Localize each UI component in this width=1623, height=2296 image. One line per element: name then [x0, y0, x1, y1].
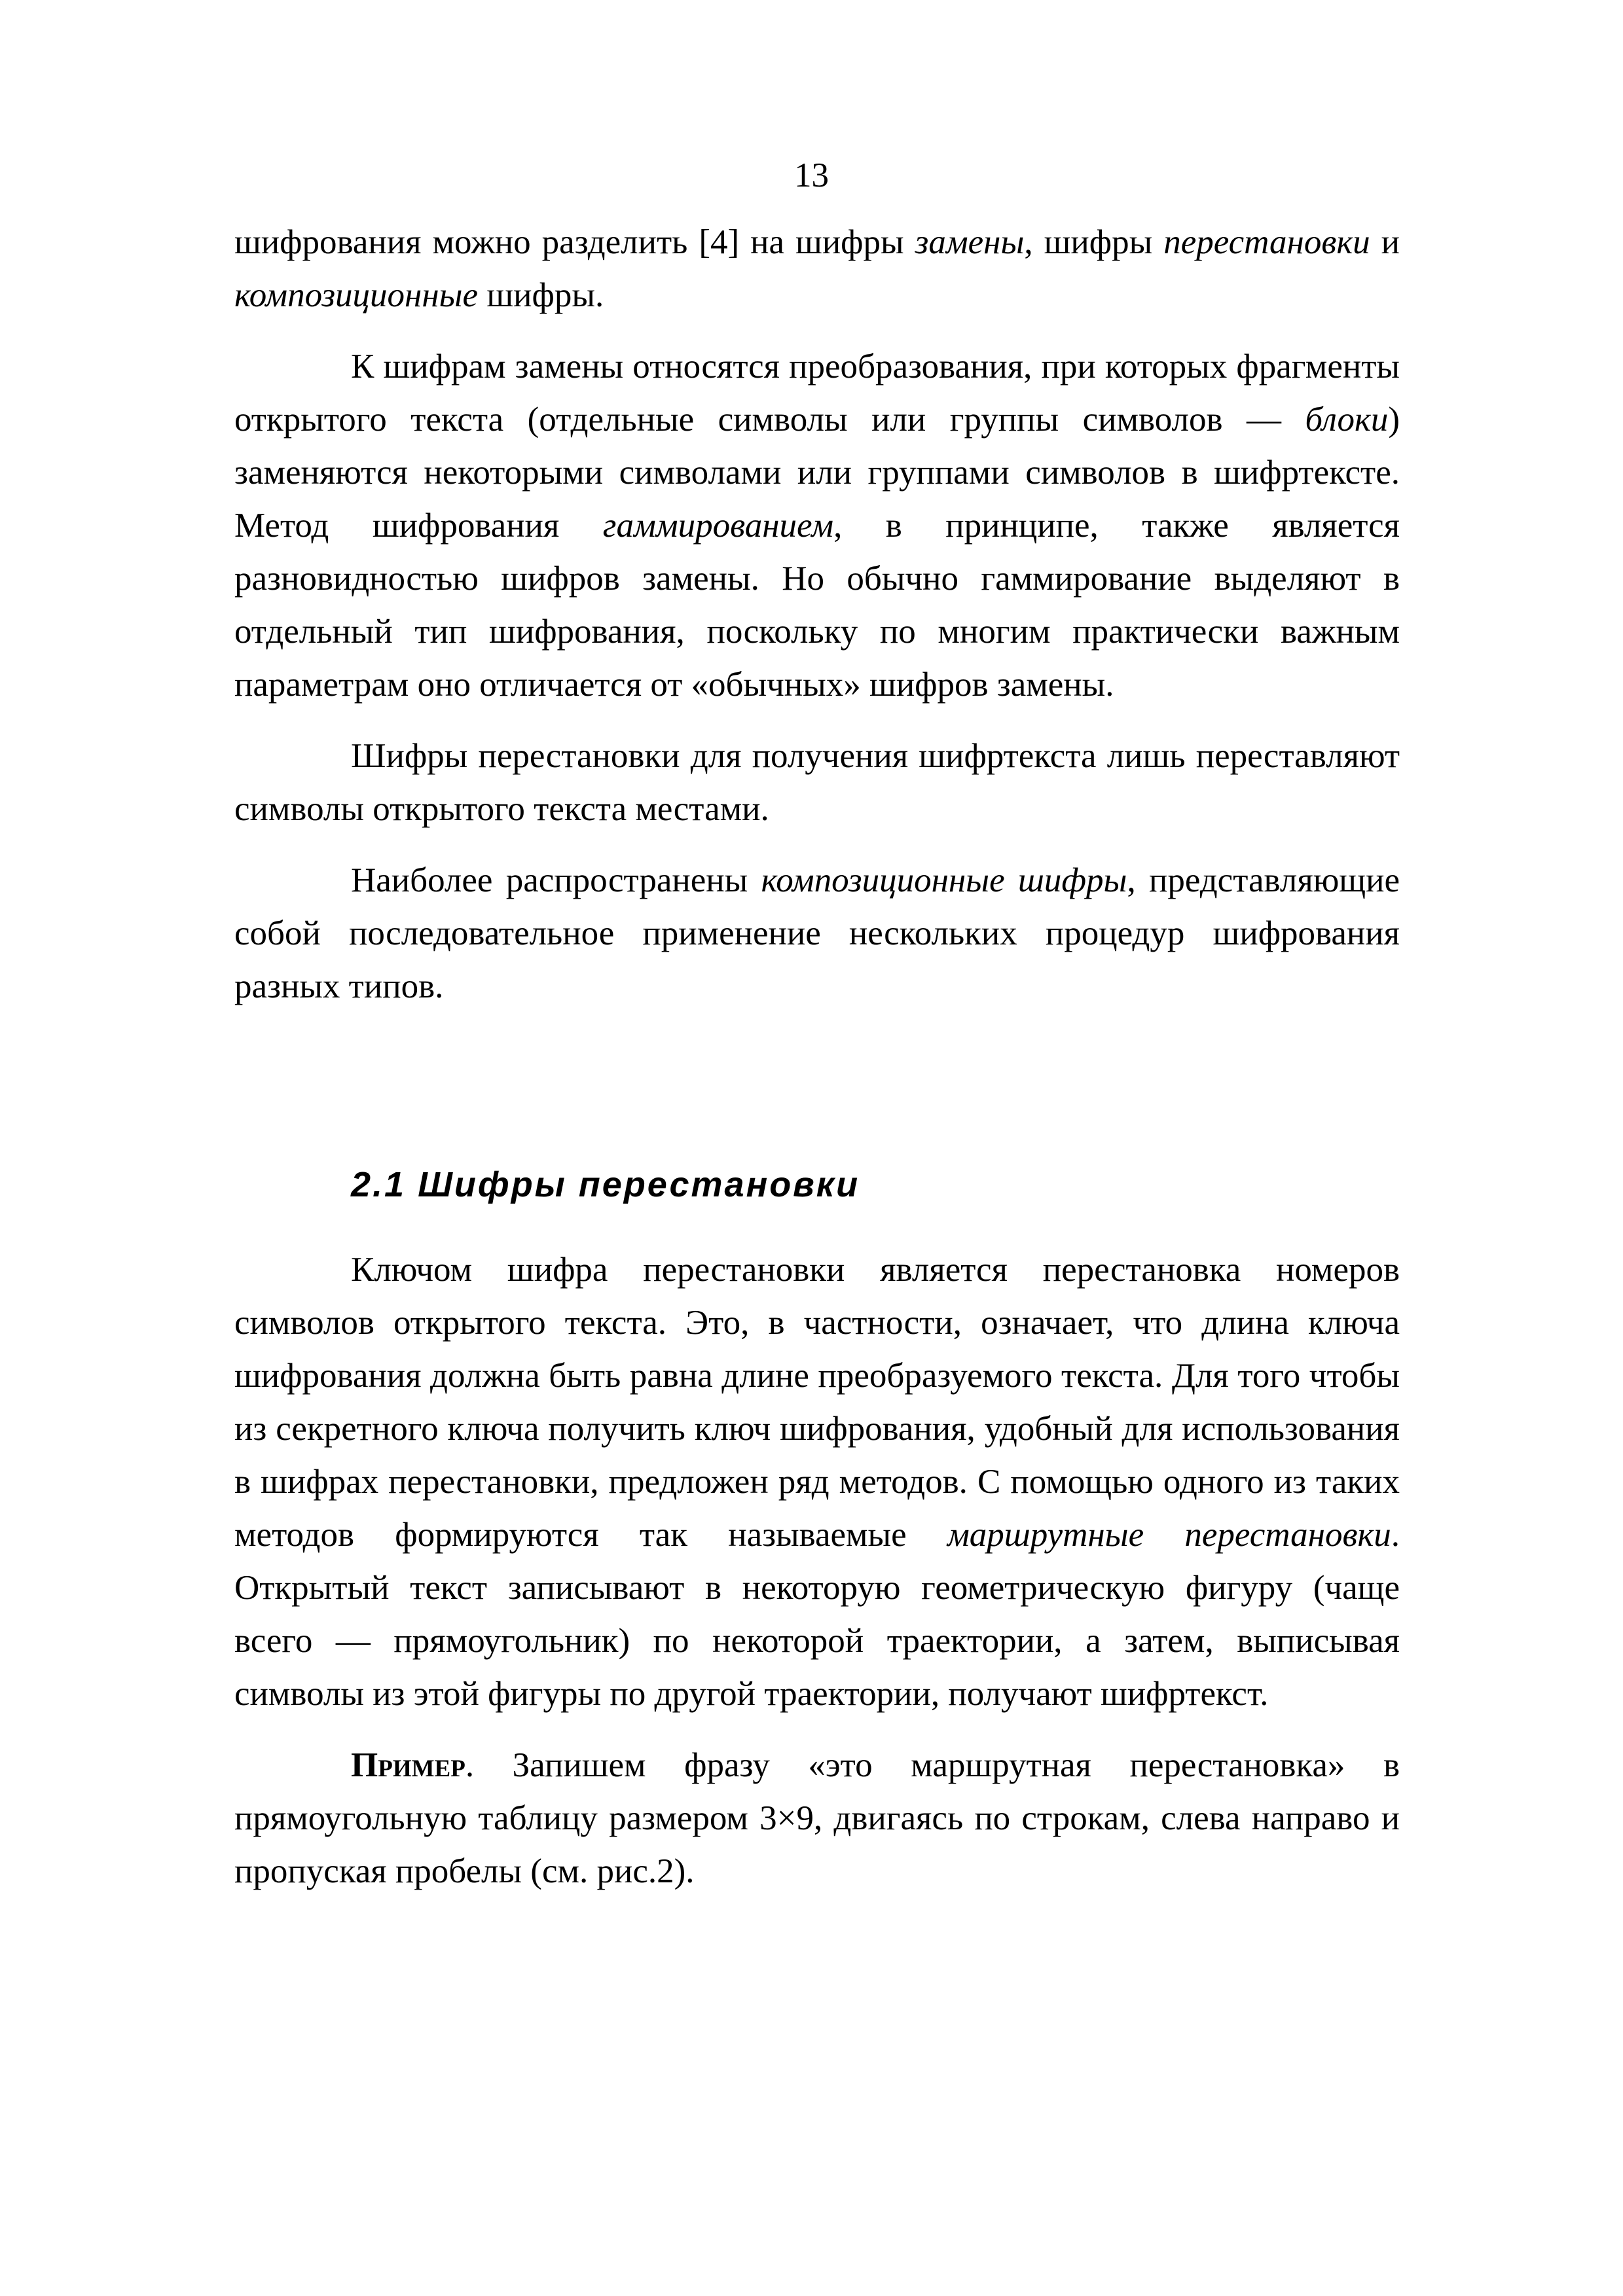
term-composite-ciphers: композиционные шифры — [761, 861, 1127, 899]
term-blocks: блоки — [1305, 401, 1389, 439]
section-heading: 2.1 Шифры перестановки — [351, 1165, 860, 1204]
paragraph-example: Пример. Запишем фразу «это маршрутная перестановка» в прямоугольную таблицу размером 3×9, двигаясь по строкам, слева направо и пропуская пробелы (см. рис.2). — [234, 1746, 1400, 1890]
intro-text-block — [234, 216, 1400, 1013]
paragraph-cipher-classes: шифрования можно разделить [4] на шифры замены, шифры перестановки и композиционные шифры. — [234, 223, 1400, 314]
page-number: 13 — [794, 156, 829, 194]
paragraph-composite-ciphers: Наиболее распространены композиционные шифры, представляющие собой последовательное применение нескольких процедур шифрования разных типов. — [234, 861, 1400, 1005]
paragraph-permutation-ciphers: Шифры перестановки для получения шифртекста лишь переставляют символы открытого текста местами. — [234, 737, 1400, 828]
example-label: Пример — [351, 1746, 465, 1784]
term-substitution: замены — [915, 223, 1025, 261]
paragraph-substitution-ciphers: К шифрам замены относятся преобразования, при которых фрагменты открытого текста (отдельные символы или группы символов — блоки) заменяются некоторыми символами или группами символов в шифртексте. Метод шифрования гаммированием, в принципе, также является разновидностью шифров замены. Но обычно гаммирование выделяют в отдельный тип шифрования, поскольку по многим практически важным параметрам оно отличается от «обычных» шифров замены. — [234, 348, 1400, 704]
term-route-permutations: маршрутные перестановки — [947, 1516, 1391, 1554]
term-composite: композиционные — [234, 276, 479, 314]
term-gamma: гаммированием — [602, 507, 834, 545]
paragraph-permutation-key: Ключом шифра перестановки является перестановка номеров символов открытого текста. Это, в частности, означает, что длина ключа шифрования должна быть равна длине преобразуемого текста. Для того чтобы из секретного ключа получить ключ шифрования, удобный для использования в шифрах перестановки, предложен ряд методов. С помощью одного из таких методов формируются так называемые маршрутные перестановки. Открытый текст записывают в некоторую геометрическую фигуру (чаще всего — прямоугольник) по некоторой траектории, а затем, выписывая символы из этой фигуры по другой траектории, получают шифртекст. — [234, 1251, 1400, 1713]
term-permutation: перестановки — [1163, 223, 1370, 261]
permutation-text-block — [234, 1244, 1400, 1898]
